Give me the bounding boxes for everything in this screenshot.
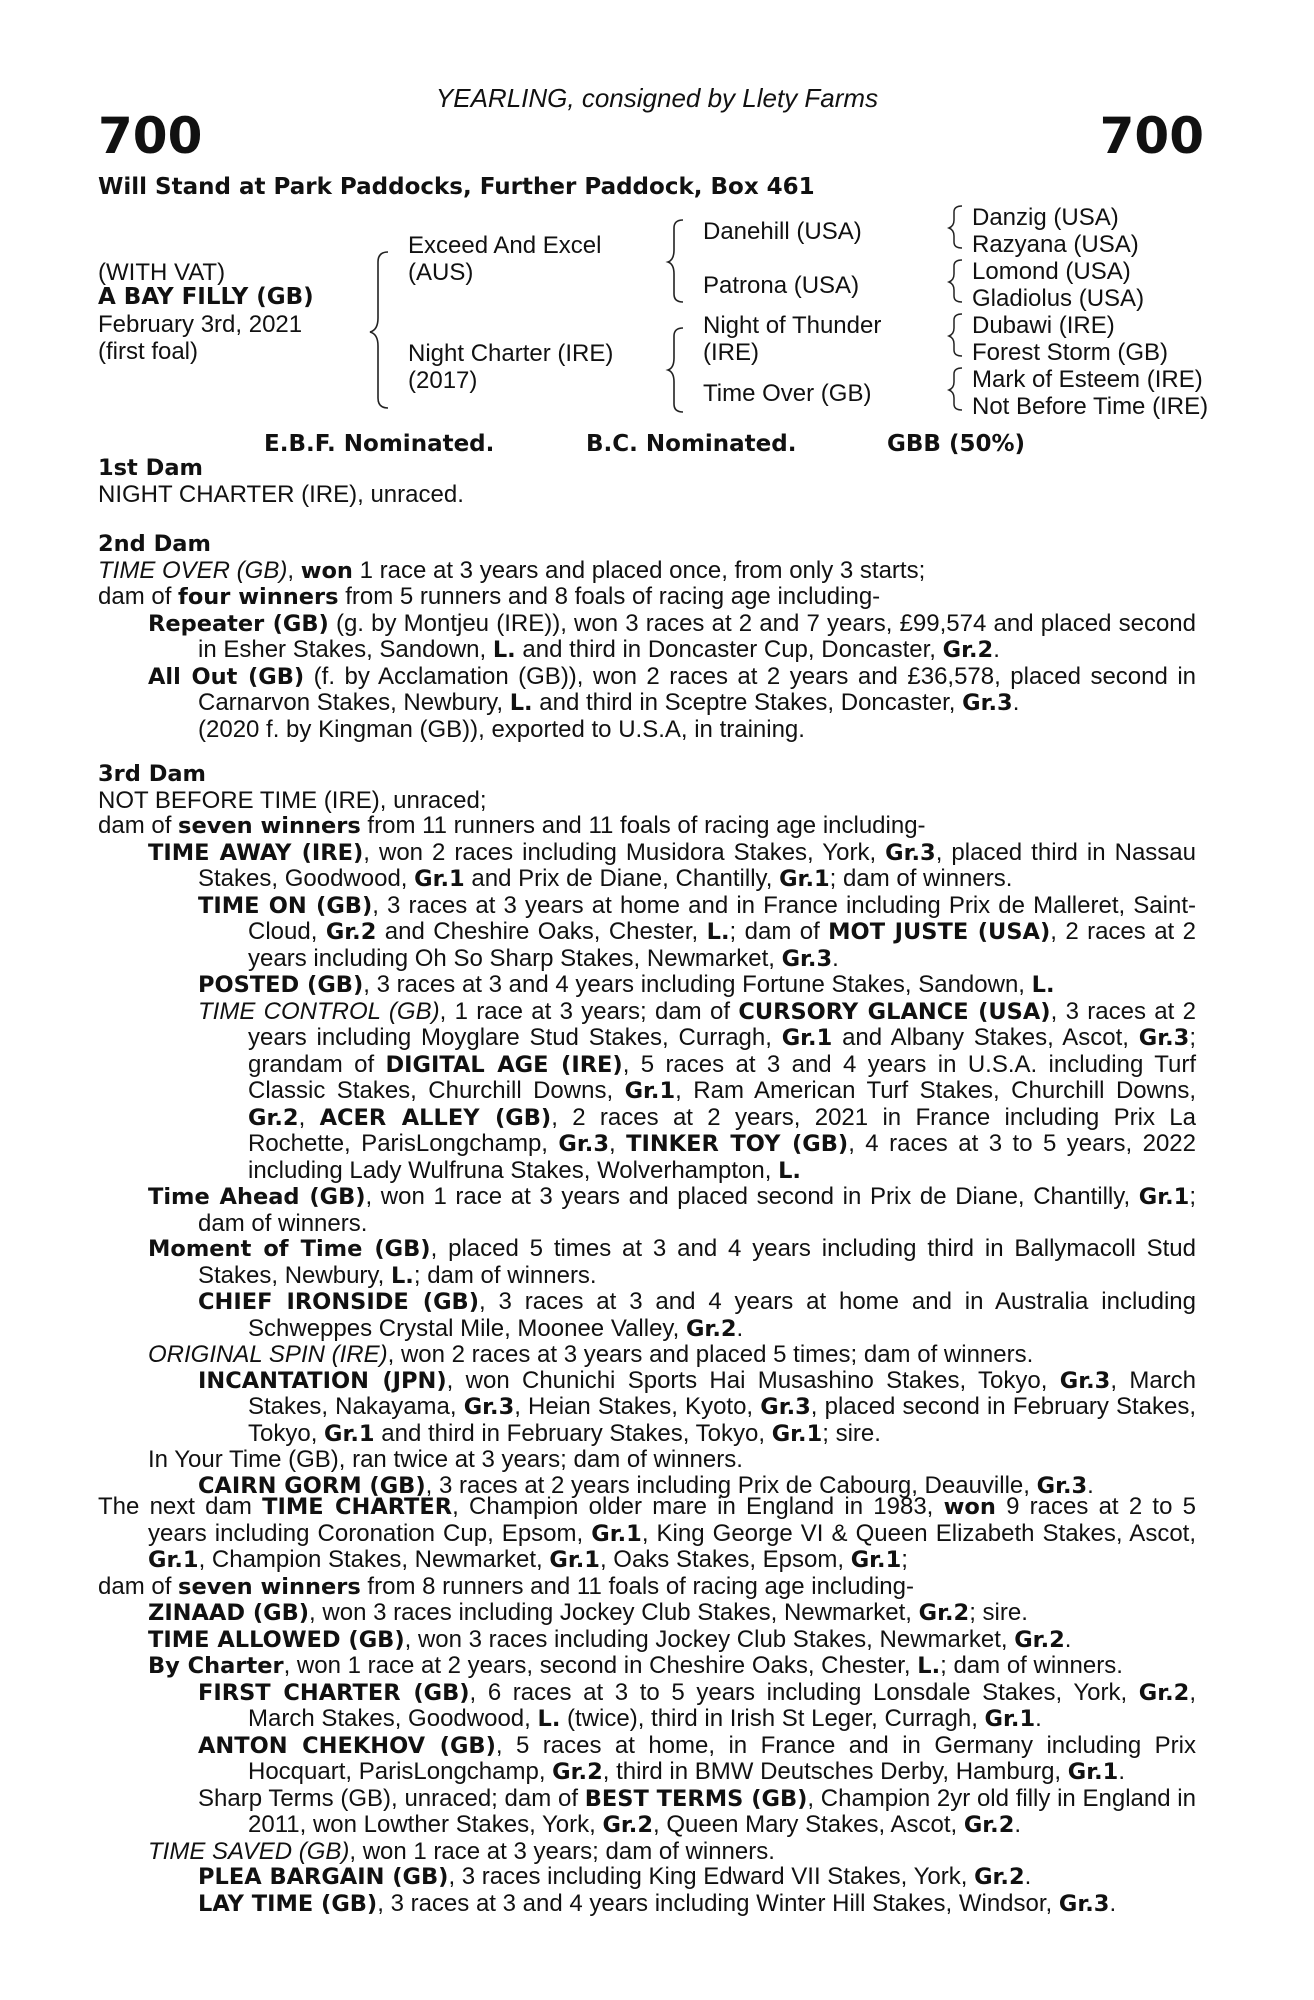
third-dam-heading: 3rd Dam xyxy=(98,761,206,787)
produce-sharp-terms: Sharp Terms (GB), unraced; dam of BEST TERMS (GB), Champion 2yr old filly in England in 2011, won Lowther Stakes, York, Gr.2, Queen Mary Stakes, Ascot, Gr.2. xyxy=(198,1784,1196,1838)
second-dam-section xyxy=(98,532,1196,742)
produce-by-charter: By Charter, won 1 race at 2 years, second in Cheshire Oaks, Chester, L.; dam of winners. xyxy=(148,1652,1123,1679)
produce-all-out: All Out (GB) (f. by Acclamation (GB)), won 2 races at 2 years and £36,578, placed second in Carnarvon Stakes, Newbury, L. and third in Sceptre Stakes, Doncaster, Gr.3. xyxy=(148,662,1196,716)
gbb-note: GBB (50%) xyxy=(887,431,1026,457)
produce-lay-time: LAY TIME (GB), 3 races at 3 and 4 years including Winter Hill Stakes, Windsor, Gr.3. xyxy=(198,1889,1117,1917)
produce-cairn-gorm: CAIRN GORM (GB), 3 races at 2 years including Prix de Cabourg, Deauville, Gr.3. xyxy=(198,1471,1094,1499)
produce-repeater: Repeater (GB) (g. by Montjeu (IRE)), won 3 races at 2 and 7 years, £99,574 and placed second in Esher Stakes, Sandown, L. and third in Doncaster Cup, Doncaster, Gr.2. xyxy=(148,609,1197,663)
produce-anton-chekhov: ANTON CHEKHOV (GB), 5 races at home, in France and in Germany including Prix Hocquart, ParisLongchamp, Gr.2, third in BMW Deutsches Derby, Hamburg, Gr.1. xyxy=(198,1731,1196,1785)
produce-time-control: TIME CONTROL (GB), 1 race at 3 years; dam of CURSORY GLANCE (USA), 3 races at 2 years including Moyglare Stud Stakes, Curragh, Gr.1 and Albany Stakes, Ascot, Gr.3; grandam of DIGITAL AGE (IRE), 5 races at 3 and 4 years in U.S.A. including Turf Classic Stakes, Churchill Downs, Gr.1, Ram American Turf Stakes, Churchill Downs, Gr.2, ACER ALLEY (GB), 2 races at 2 years, 2021 in France including Prix La Rochette, ParisLongchamp, Gr.3, TINKER TOY (GB), 4 races at 3 to 5 years, 2022 including Lady Wulfruna Stakes, Wolverhampton, L. xyxy=(198,997,1197,1184)
dam-name: Night Charter (IRE) (2017) xyxy=(408,340,614,394)
produce-2020-foal: (2020 f. by Kingman (GB)), exported to U.S.A, in training. xyxy=(198,715,805,743)
vat-note: (WITH VAT) xyxy=(98,259,226,286)
produce-time-ahead: Time Ahead (GB), won 1 race at 3 years and placed second in Prix de Diane, Chantilly, Gr.1; dam of winners. xyxy=(148,1183,1196,1237)
next-dam-produce-summary: dam of seven winners from 8 runners and 11 foals of racing age including- xyxy=(98,1572,914,1600)
ped-dds: Mark of Esteem (IRE) xyxy=(972,366,1203,393)
bc-nomination: B.C. Nominated. xyxy=(586,431,797,457)
produce-in-your-time: In Your Time (GB), ran twice at 3 years; dam of winners. xyxy=(148,1446,743,1473)
horse-note: (first foal) xyxy=(98,338,199,365)
produce-posted: POSTED (GB), 3 races at 3 and 4 years including Fortune Stakes, Sandown, L. xyxy=(198,971,1055,998)
next-dam-intro: The next dam TIME CHARTER, Champion older mare in England in 1983, won 9 races at 2 to 5 years including Coronation Cup, Epsom, Gr.1, King George VI & Queen Elizabeth Stakes, Ascot, Gr.1, Champion Stakes, Newmarket, Gr.1, Oaks Stakes, Epsom, Gr.1; xyxy=(98,1493,1197,1573)
first-dam-heading: 1st Dam xyxy=(98,455,203,481)
produce-time-on: TIME ON (GB), 3 races at 3 years at home and in France including Prix de Malleret, Saint-Cloud, Gr.2 and Cheshire Oaks, Chester, L.; dam of MOT JUSTE (USA), 2 races at 2 years including Oh So Sharp Stakes, Newmarket, Gr.3. xyxy=(198,891,1196,972)
ped-sdd: Gladiolus (USA) xyxy=(972,285,1145,312)
dam-dam: Time Over (GB) xyxy=(703,380,872,407)
ped-sss: Danzig (USA) xyxy=(972,204,1119,231)
produce-incantation: INCANTATION (JPN), won Chunichi Sports Hai Musashino Stakes, Tokyo, Gr.3, March Stakes, Nakayama, Gr.3, Heian Stakes, Kyoto, Gr.3, placed second in February Stakes, Tokyo, Gr.1 and third in February Stakes, Tokyo, Gr.1; sire. xyxy=(198,1366,1197,1447)
horse-dob: February 3rd, 2021 xyxy=(98,311,303,338)
lot-number-left: 700 xyxy=(98,107,203,165)
third-dam-intro: NOT BEFORE TIME (IRE), unraced; xyxy=(98,786,487,814)
produce-first-charter: FIRST CHARTER (GB), 6 races at 3 to 5 years including Lonsdale Stakes, York, Gr.2, March Stakes, Goodwood, L. (twice), third in Irish St Leger, Curragh, Gr.1. xyxy=(198,1678,1196,1732)
horse-name: A BAY FILLY (GB) xyxy=(98,284,314,310)
produce-plea-bargain: PLEA BARGAIN (GB), 3 races including King Edward VII Stakes, York, Gr.2. xyxy=(198,1863,1032,1890)
produce-moment-of-time: Moment of Time (GB), placed 5 times at 3 and 4 years including third in Ballymacoll Stud Stakes, Newbury, L.; dam of winners. xyxy=(148,1235,1196,1289)
ped-sds: Lomond (USA) xyxy=(972,258,1131,285)
produce-zinaad: ZINAAD (GB), won 3 races including Jockey Club Stakes, Newmarket, Gr.2; sire. xyxy=(148,1599,1028,1626)
first-dam-text: NIGHT CHARTER (IRE), unraced. xyxy=(98,480,464,508)
ped-dsd: Forest Storm (GB) xyxy=(972,339,1169,366)
produce-time-allowed: TIME ALLOWED (GB), won 3 races including Jockey Club Stakes, Newmarket, Gr.2. xyxy=(148,1625,1072,1653)
ped-ddd: Not Before Time (IRE) xyxy=(972,393,1209,420)
second-dam-heading: 2nd Dam xyxy=(98,531,211,557)
lot-number-right: 700 xyxy=(1099,107,1204,165)
sale-consignor-line: YEARLING, consigned by Llety Farms xyxy=(435,83,879,113)
sire-sire: Danehill (USA) xyxy=(703,218,862,245)
third-dam-produce-summary: dam of seven winners from 11 runners and 11 foals of racing age including- xyxy=(98,812,926,839)
dam-sire: Night of Thunder (IRE) xyxy=(703,312,882,366)
produce-chief-ironside: CHIEF IRONSIDE (GB), 3 races at 3 and 4 years at home and in Australia including Schweppes Crystal Mile, Moonee Valley, Gr.2. xyxy=(198,1288,1197,1342)
ped-ssd: Razyana (USA) xyxy=(972,231,1139,258)
second-dam-intro: TIME OVER (GB), won 1 race at 3 years and placed once, from only 3 starts; xyxy=(98,556,926,584)
produce-original-spin: ORIGINAL SPIN (IRE), won 2 races at 3 years and placed 5 times; dam of winners. xyxy=(148,1341,1034,1368)
ped-dss: Dubawi (IRE) xyxy=(972,312,1115,339)
sire-name: Exceed And Excel (AUS) xyxy=(408,232,602,286)
ebf-nomination: E.B.F. Nominated. xyxy=(264,431,495,457)
stand-location: Will Stand at Park Paddocks, Further Paddock, Box 461 xyxy=(98,174,815,200)
first-dam-section xyxy=(98,456,1196,507)
produce-time-away: TIME AWAY (IRE), won 2 races including Musidora Stakes, York, Gr.3, placed third in Nassau Stakes, Goodwood, Gr.1 and Prix de Diane, Chantilly, Gr.1; dam of winners. xyxy=(148,838,1196,892)
sire-dam: Patrona (USA) xyxy=(703,272,860,299)
produce-time-saved: TIME SAVED (GB), won 1 race at 3 years; dam of winners. xyxy=(148,1837,775,1865)
second-dam-produce-summary: dam of four winners from 5 runners and 8 foals of racing age including- xyxy=(98,583,881,610)
third-dam-section xyxy=(98,762,1196,1499)
next-dam-section xyxy=(98,1494,1196,1917)
